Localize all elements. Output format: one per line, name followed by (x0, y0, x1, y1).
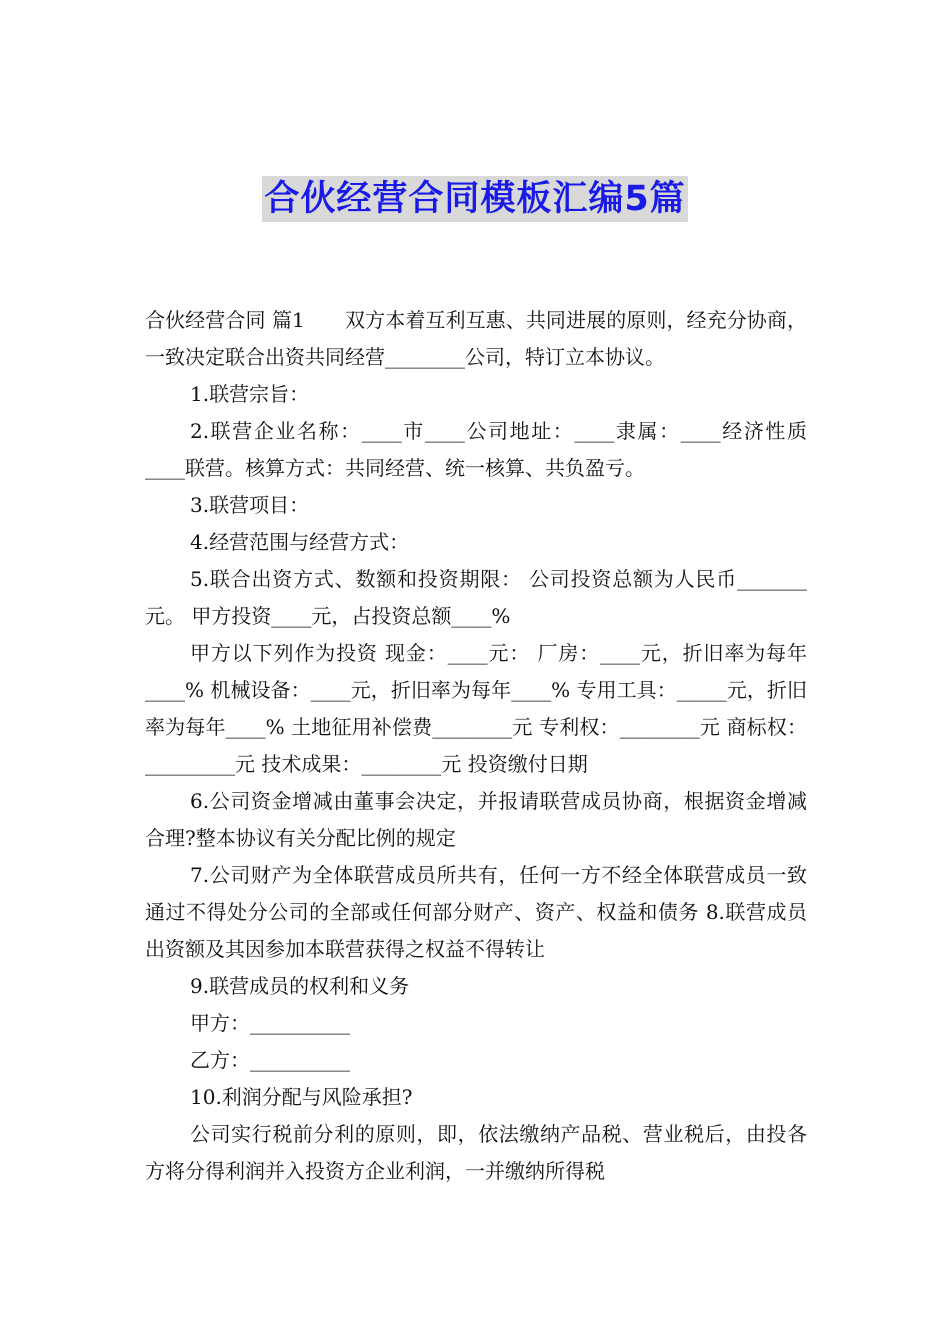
paragraph-3: 3.联营项目： (190, 493, 310, 517)
paragraph-6: 6.公司资金增减由董事会决定，并报请联营成员协商，根据资金增减合理?整本协议有关分配比例的规定 (145, 789, 807, 850)
paragraph-5: 5.联合出资方式、数额和投资期限： 公司投资总额为人民币_______元。 甲方投资____元，占投资总额____% (145, 567, 807, 628)
paragraph-4: 4.经营范围与经营方式： (190, 530, 410, 554)
paragraph-intro: 合伙经营合同 篇1 双方本着互利互惠、共同进展的原则，经充分协商，一致决定联合出资共同经营________公司，特订立本协议。 (145, 308, 807, 369)
paragraph-profit: 公司实行税前分利的原则，即，依法缴纳产品税、营业税后，由投各方将分得利润并入投资方企业利润，一并缴纳所得税 (145, 1122, 807, 1183)
document-body (145, 302, 807, 1190)
title-container (0, 176, 950, 222)
party-b-line: 乙方：__________ (190, 1048, 350, 1072)
paragraph-1: 1.联营宗旨： (190, 382, 310, 406)
paragraph-7-8: 7.公司财产为全体联营成员所共有，任何一方不经全体联营成员一致通过不得处分公司的全部或任何部分财产、资产、权益和债务 8.联营成员出资额及其因参加本联营获得之权益不得转让 (145, 863, 807, 961)
paragraph-9: 9.联营成员的权利和义务 (190, 974, 410, 998)
paragraph-10: 10.利润分配与风险承担? (190, 1085, 413, 1109)
document-title: 合伙经营合同模板汇编5篇 (262, 176, 687, 222)
paragraph-investment: 甲方以下列作为投资 现金：____元： 厂房：____元，折旧率为每年____% 机械设备：____元，折旧率为每年____% 专用工具：_____元，折旧率为每年____% 土地征用补偿费________元 专利权：________元 商标权：_________元 技术成果：________元 投资缴付日期 (145, 641, 807, 776)
paragraph-2: 2.联营企业名称：____市____公司地址：____隶属：____经济性质____联营。核算方式：共同经营、统一核算、共负盈亏。 (145, 419, 807, 480)
party-a-line: 甲方：__________ (190, 1011, 350, 1035)
